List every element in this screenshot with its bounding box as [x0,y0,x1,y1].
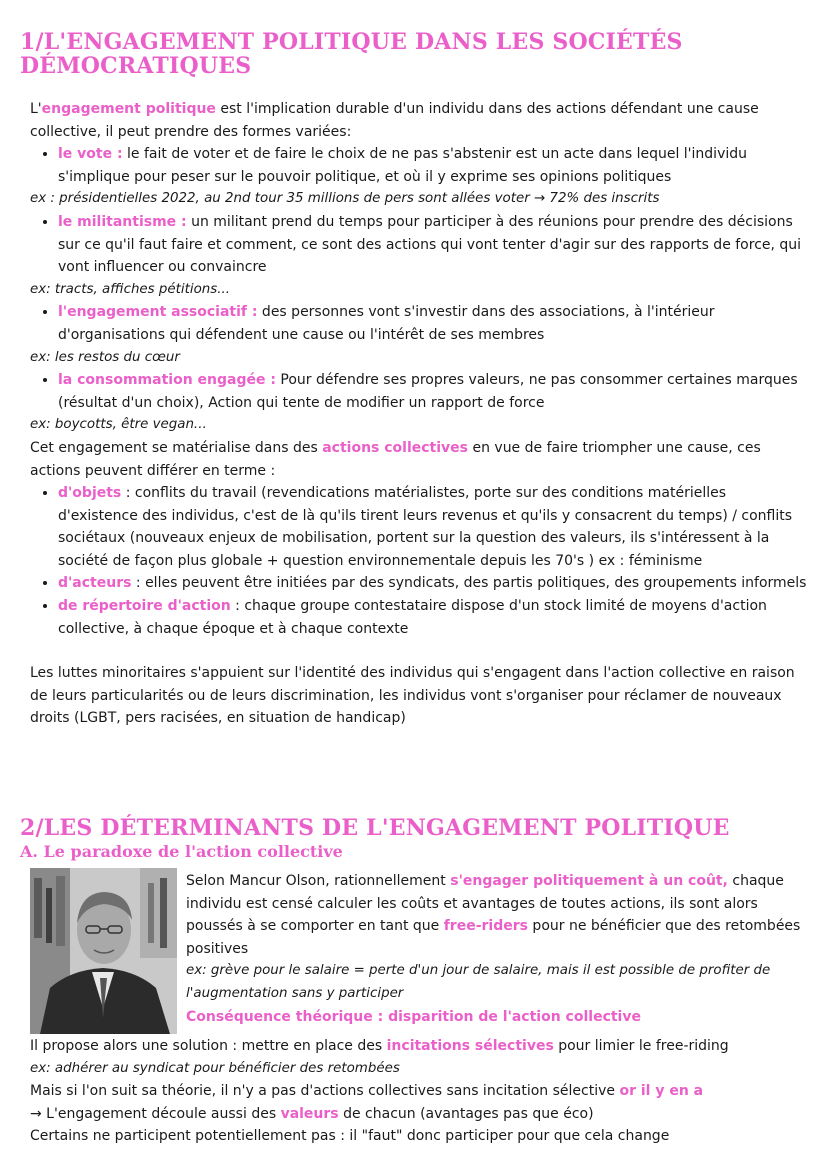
list-item-associatif: • l'engagement associatif : des personnes vont s'investir dans des associations, à l'intérieur d'organisations qui défendent une cause ou l'intérêt de ses membres [58,301,810,346]
intro-paragraph: L'engagement politique est l'implication durable d'un individu dans des actions défendant une cause collective, il peut prendre des formes variées: [30,101,759,140]
section1-title-line2: DÉMOCRATIQUES [20,53,252,79]
list-item-repertoire: • de répertoire d'action : chaque groupe contestataire dispose d'un stock limité de moyens d'action collective, à chaque époque et à chaque contexte [58,595,810,640]
collective-paragraph: Cet engagement se matérialise dans des actions collectives en vue de faire triompher une cause, ces actions peuvent différer en terme : [30,439,761,479]
list-item-consommation: • la consommation engagée : Pour défendre ses propres valeurs, ne pas consommer certaines marques (résultat d'un choix), Action qui tente de modifier un rapport de force [58,369,810,414]
section2-body [30,1035,810,1148]
section1-title [20,30,683,78]
forms-list-2 [30,211,810,279]
term-free-riders: free-riders [443,918,528,935]
forms-list-1 [30,143,810,188]
portrait-photo [30,868,177,1034]
example-associatif: ex: les restos du cœur [30,349,180,365]
term-valeurs: valeurs [280,1105,339,1122]
term-engagement-politique: engagement politique [41,101,216,117]
term-or-il-y-en-a: or il y en a [619,1083,704,1100]
olson-paragraph: Selon Mancur Olson, rationnellement s'engager politiquement à un coût, chaque individu est censé calculer les coûts et avantages de toutes actions, ils sont alors poussés à se comporter en tant que free-riders pour ne bénéficier que des retombées positives [186,873,801,957]
list-item-objets: • d'objets : conflits du travail (revendications matérialistes, porte sur des conditions matérielles d'existence des individus, c'est de là qu'ils tirent leurs revenus et qu'ils y consacrent du temps) / conflits sociétaux (nouveaux enjeux de mobilisation, portent sur la question des valeurs, ils s'intéressent à la société de façon plus globale + question environnementale depuis les 70's ) ex : féminisme [58,482,810,572]
section2-subtitle: A. Le paradoxe de l'action collective [20,842,343,861]
term-incitations: incitations sélectives [386,1038,554,1054]
term-actions-collectives: actions collectives [322,439,469,456]
olson-text [186,870,806,1028]
minorities-paragraph: Les luttes minoritaires s'appuient sur l'identité des individus qui s'engagent dans l'action collective en raison de leurs particularités ou de leurs discrimination, les individus vont s'organiser pour réclamer de nouveaux droits (LGBT, pers racisées, en situation de handicap) [30,665,795,727]
example-consommation: ex: boycotts, être vegan... [30,417,207,433]
olson-consequence: Conséquence théorique : disparition de l'action collective [186,1008,641,1025]
portrait-illustration [30,868,177,1034]
list-item-militantisme: • le militantisme : un militant prend du temps pour participer à des réunions pour prendre des décisions sur ce qu'il faut faire et comment, ce sont des actions qui vont tenter d'agir sur des rapports de force, qui vont influencer ou convaincre [58,211,810,279]
olson-example: ex: grève pour le salaire = perte d'un jour de salaire, mais il est possible de profiter de l'augmentation sans y participer [186,963,771,1001]
section1-body [30,98,810,730]
section2-title: 2/LES DÉTERMINANTS DE L'ENGAGEMENT POLITIQUE [20,815,730,841]
differ-list [30,482,810,640]
forms-list-4 [30,369,810,414]
list-item-acteurs: • d'acteurs : elles peuvent être initiées par des syndicats, des partis politiques, des groupements informels [58,572,810,595]
term-cout: s'engager politiquement à un coût, [450,873,728,889]
list-item-vote: • le vote : le fait de voter et de faire le choix de ne pas s'abstenir est un acte dans lequel l'individu s'implique pour peser sur le pouvoir politique, et où il y exprime ses opinions politiques [58,143,810,188]
but-paragraph: Mais si l'on suit sa théorie, il n'y a pas d'actions collectives sans incitation sélective or il y en a [30,1083,704,1100]
section1-title-line1: 1/L'ENGAGEMENT POLITIQUE DANS LES SOCIÉTÉS [20,29,683,55]
solution-example: ex: adhérer au syndicat pour bénéficier des retombées [30,1060,400,1076]
example-militantisme: ex: tracts, affiches pétitions... [30,281,231,297]
last-paragraph: Certains ne participent potentiellement pas : il "faut" donc participer pour que cela change [30,1128,670,1145]
solution-paragraph: Il propose alors une solution : mettre en place des incitations sélectives pour limier le free-riding [30,1038,729,1054]
example-vote: ex : présidentielles 2022, au 2nd tour 35 millions de pers sont allées voter → 72% des inscrits [30,191,660,207]
values-paragraph: → L'engagement découle aussi des valeurs de chacun (avantages pas que éco) [30,1105,594,1122]
forms-list-3 [30,301,810,346]
